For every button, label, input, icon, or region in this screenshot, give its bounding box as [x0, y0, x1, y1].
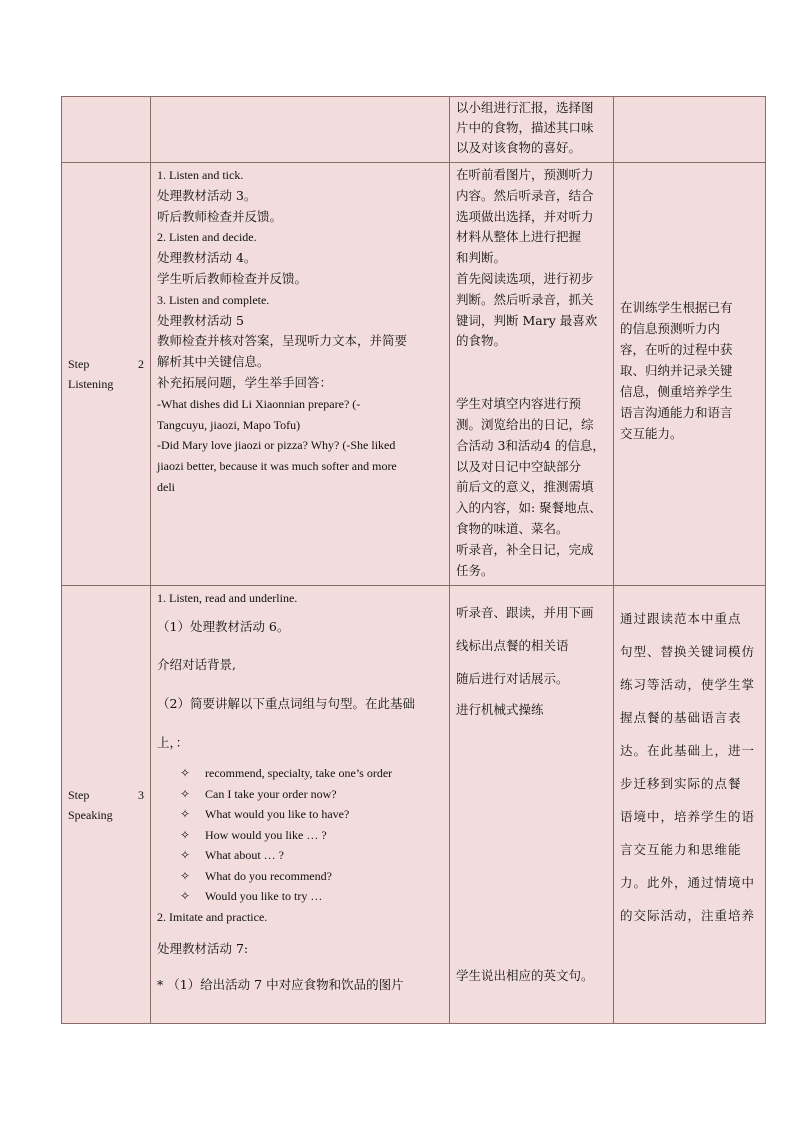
bullet-item	[157, 784, 443, 805]
bullet-item	[157, 825, 443, 846]
step-cell	[62, 586, 151, 1024]
text-line: 1. Listen, read and underline.	[157, 591, 298, 606]
text-line: 以及对日记中空缺部分	[456, 458, 582, 474]
text-line: 处理教材活动 7:	[157, 940, 249, 956]
table-row	[62, 97, 766, 163]
text-line: jiaozi better, because it was much softer and more	[157, 459, 397, 474]
text-line: 材料从整体上进行把握	[456, 229, 582, 245]
table-row	[62, 586, 766, 1024]
bullet-item	[157, 804, 443, 825]
step-cell	[62, 163, 151, 586]
text-line: 通过跟读范本中重点	[620, 611, 742, 627]
diamond-bullet-icon: ✧	[179, 848, 191, 863]
text-line: 进行机械式操练	[456, 702, 544, 718]
text-line: 达。在此基础上，进一	[620, 743, 756, 759]
text-line: 在训练学生根据已有	[620, 300, 733, 315]
text-line: 的交际活动，注重培养	[620, 908, 756, 924]
text-line: 以小组进行汇报，选择图	[456, 100, 594, 115]
text-line: Tangcuyu, jiaozi, Mapo Tofu)	[157, 417, 301, 432]
text-line: 语境中，培养学生的语	[620, 809, 756, 825]
text-line: 键词，判断 Mary 最喜欢	[456, 312, 598, 328]
text-line: 和判断。	[456, 250, 507, 266]
text-line: 测。浏览给出的日记，综	[456, 416, 594, 432]
procedure-cell	[151, 586, 450, 1024]
text-line: 合活动 3和活动4 的信息，	[456, 437, 605, 453]
bullet-item	[157, 866, 443, 887]
text-line: 入的内容，如: 聚餐地点、	[456, 500, 602, 516]
bullet-text: Would you like to try …	[205, 889, 323, 904]
bullet-item	[157, 763, 443, 784]
text-line: 2. Imitate and practice.	[157, 909, 268, 924]
text-line: 2. Listen and decide.	[157, 230, 257, 245]
text-line: 力。此外，通过情境中	[620, 875, 756, 891]
bullet-text: Can I take your order now?	[205, 786, 337, 801]
text-line: 取、归纳并记录关键	[620, 363, 733, 378]
bullet-item	[157, 886, 443, 907]
text-line: 处理教材活动 5	[157, 312, 244, 328]
text-line: 学生听后教师检查并反馈。	[157, 270, 308, 286]
text-line: 听录音，补全日记，完成	[456, 541, 594, 557]
text-line: （1）处理教材活动 6。	[157, 619, 290, 635]
text-line: 解析其中关键信息。	[157, 354, 270, 370]
text-line: 步迁移到实际的点餐	[620, 776, 742, 792]
text-line: 语言沟通能力和语言	[620, 405, 733, 420]
diamond-bullet-icon: ✧	[179, 868, 191, 883]
text-line: 选项做出选择，并对听力	[456, 208, 594, 224]
bullet-text: What do you recommend?	[205, 868, 332, 883]
bullet-text: recommend, specialty, take one’s order	[205, 766, 393, 781]
text-line: 线标出点餐的相关语	[456, 638, 569, 654]
step-number: 3	[138, 787, 144, 802]
diamond-bullet-icon: ✧	[179, 827, 191, 842]
text-line: -What dishes did Li Xiaonnian prepare? (-	[157, 396, 361, 411]
text-line: 学生对填空内容进行预	[456, 396, 582, 412]
text-line: 随后进行对话展示。	[456, 671, 569, 687]
text-line: 处理教材活动 4。	[157, 250, 257, 266]
table-row	[62, 163, 766, 586]
step-cell	[62, 97, 151, 163]
text-line: 握点餐的基础语言表	[620, 710, 742, 726]
text-line: 听后教师检查并反馈。	[157, 208, 283, 224]
text-line: 补充拓展问题，学生举手回答：	[157, 374, 333, 390]
text-line: 在听前看图片，预测听力	[456, 167, 594, 182]
text-line: -Did Mary love jiaozi or pizza? Why? (-She liked	[157, 438, 396, 453]
text-line: 处理教材活动 3。	[157, 187, 257, 203]
procedure-cell	[151, 97, 450, 163]
text-line: 内容。然后听录音，结合	[456, 187, 594, 203]
purpose-cell	[614, 163, 766, 586]
bullet-text: How would you like … ?	[205, 827, 327, 842]
step-name: Speaking	[68, 807, 113, 822]
diamond-bullet-icon: ✧	[179, 786, 191, 801]
diamond-bullet-icon: ✧	[179, 766, 191, 781]
text-line: 前后文的意义，推测需填	[456, 479, 594, 495]
text-line: 以及对该食物的喜好。	[456, 140, 582, 155]
purpose-cell	[614, 97, 766, 163]
procedure-cell	[151, 163, 450, 586]
lesson-plan-table	[61, 96, 766, 1024]
text-line: 学生说出相应的英文句。	[456, 968, 594, 984]
student-activity-cell	[450, 97, 614, 163]
text-line: 句型、替换关键词模仿	[620, 644, 756, 660]
text-line: 片中的食物，描述其口味	[456, 120, 594, 135]
text-line: 听录音、跟读，并用下画	[456, 605, 594, 621]
text-line: 介绍对话背景,	[157, 657, 236, 673]
text-line: 言交互能力和思维能	[620, 842, 742, 858]
student-activity-cell	[450, 586, 614, 1024]
text-line: 食物的味道、菜名。	[456, 520, 569, 536]
step-label: Step	[68, 357, 90, 372]
step-name: Listening	[68, 377, 114, 392]
step-label: Step	[68, 787, 90, 802]
text-line: deli	[157, 479, 175, 494]
text-line: * （1）给出活动 7 中对应食物和饮品的图片	[157, 976, 404, 992]
student-activity-cell	[450, 163, 614, 586]
text-line: 上，：	[157, 735, 189, 751]
text-line: 交互能力。	[620, 426, 683, 441]
text-line: 信息，侧重培养学生	[620, 384, 733, 399]
text-line: 容，在听的过程中获	[620, 342, 733, 357]
text-line: 1. Listen and tick.	[157, 168, 244, 182]
bullet-text: What about … ?	[205, 848, 284, 863]
text-line: 首先阅读选项，进行初步	[456, 270, 594, 286]
bullet-item	[157, 845, 443, 866]
text-line: 3. Listen and complete.	[157, 292, 270, 307]
text-line: 的信息预测听力内	[620, 321, 721, 336]
text-line: （2）简要讲解以下重点词组与句型。在此基础	[157, 696, 415, 712]
text-line: 教师检查并核对答案，呈现听力文本，并简要	[157, 333, 408, 349]
bullet-text: What would you like to have?	[205, 807, 350, 822]
diamond-bullet-icon: ✧	[179, 807, 191, 822]
text-line: 练习等活动，使学生掌	[620, 677, 756, 693]
text-line: 判断。然后听录音，抓关	[456, 291, 594, 307]
purpose-cell	[614, 586, 766, 1024]
text-line: 的食物。	[456, 333, 507, 349]
text-line: 任务。	[456, 562, 494, 578]
diamond-bullet-icon: ✧	[179, 889, 191, 904]
step-number: 2	[138, 357, 144, 372]
